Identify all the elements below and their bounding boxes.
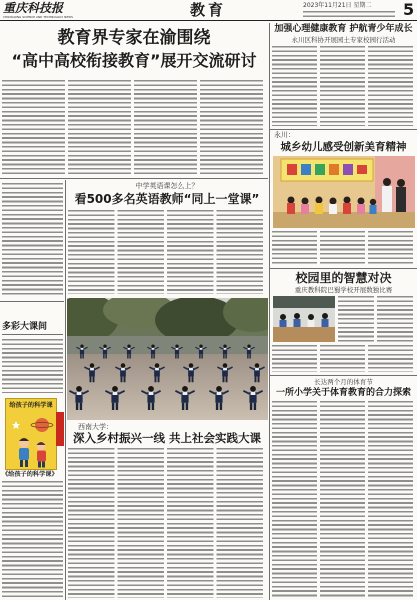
lead-body-text: [2, 80, 266, 175]
english-headline: 看500多名英语教师“同上一堂课”: [74, 192, 260, 206]
masthead-rule: [0, 20, 417, 21]
recess-headline: 多彩大课间: [2, 322, 48, 332]
lead-headline-line1: 教育界专家在渝围绕: [57, 28, 211, 48]
kindergarten-kicker: 永川：: [274, 131, 295, 139]
contest-subhead: 重庆教科院巴蜀学校开展数独比赛: [294, 286, 393, 294]
lead-headline-line2: “高中高校衔接教育”展开交流研讨: [11, 51, 257, 70]
contest-body-continued: [272, 345, 416, 372]
recess-photo: [67, 298, 268, 420]
photo-sign: [281, 159, 373, 181]
contest-headline: 校园里的智慧对决: [295, 271, 392, 285]
english-body-text: [68, 210, 266, 294]
sports-headline: 一所小学关于体育教育的合力探索: [275, 388, 411, 398]
section-rule-sidebar: [0, 301, 64, 302]
editor-info-lines: [303, 11, 395, 19]
column-rule-right: [269, 23, 270, 600]
photo-trees: [67, 298, 268, 356]
swu-kicker: 西南大学：: [78, 423, 113, 431]
mental-health-headline: 加强心理健康教育 护航青少年成长: [274, 24, 413, 34]
contest-body-text: [338, 296, 416, 342]
english-kicker: 中学英语课怎么上？: [135, 182, 199, 190]
book-section-tab: [56, 412, 64, 446]
logo-subtitle: CHONGQING SCIENCE AND TECHNOLOGY NEWS: [3, 15, 73, 19]
column-rule-left: [65, 180, 66, 600]
child-figure: [37, 442, 47, 468]
sports-body-text: [272, 401, 416, 598]
book-cover: [5, 398, 57, 470]
recess-caption-text: [2, 339, 63, 393]
section-rule-contest: [270, 268, 417, 269]
swu-body-text: [68, 448, 266, 598]
section-rule-lead: [0, 178, 268, 179]
photo-playground: [67, 354, 268, 420]
sports-kicker: 长达两个月的体育节: [314, 378, 373, 386]
recess-headline-rule: [2, 334, 63, 335]
masthead-logo: [3, 2, 75, 19]
section-rule-sports: [270, 375, 417, 376]
photo-floor: [273, 212, 415, 228]
mental-health-body-text: [272, 46, 416, 126]
star-icon: [12, 421, 20, 429]
book-cover-illustration: [6, 413, 56, 469]
page-number: 5: [403, 0, 415, 19]
logo-title: 重庆科技报: [3, 1, 64, 15]
section-title: 教育: [189, 1, 226, 19]
kindergarten-headline: 城乡幼儿感受创新美育精神: [280, 141, 407, 153]
mental-health-subhead: 永川区科协开展园土专家校园行活动: [291, 36, 396, 44]
lead-body-continued: [2, 183, 63, 297]
issue-date: 2023年11月21日 星期二: [303, 2, 372, 9]
photo-desks: [273, 327, 335, 342]
section-rule-kindergarten: [270, 129, 417, 130]
kindergarten-body-text: [272, 231, 416, 266]
photo-blackboard: [273, 296, 335, 308]
book-title: 《给孩子的科学课》: [2, 471, 58, 478]
planet-icon: [35, 418, 49, 432]
book-body-text: [2, 481, 63, 598]
swu-headline: 深入乡村振兴一线 共上社会实践大课: [72, 431, 261, 445]
contest-photo: [273, 296, 335, 342]
child-figure: [19, 438, 29, 467]
kindergarten-photo: [273, 156, 415, 228]
book-cover-title: 给孩子的科学课: [9, 402, 53, 409]
